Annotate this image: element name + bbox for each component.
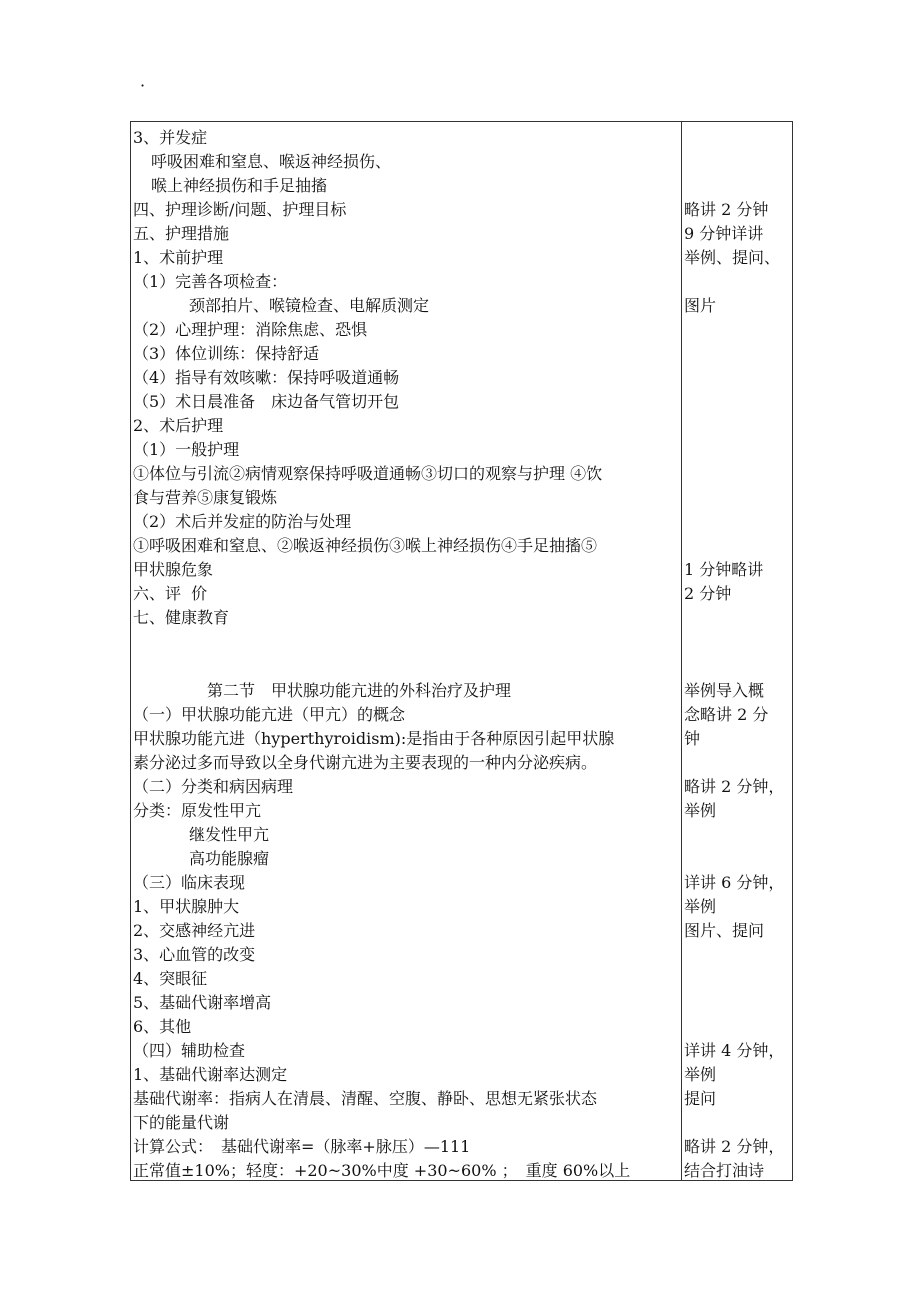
content-line: 5、基础代谢率增高 <box>133 993 272 1012</box>
content-line: （2）术后并发症的防治与处理 <box>133 512 352 531</box>
content-line: 七、健康教育 <box>133 608 230 627</box>
column-divider <box>681 122 682 1180</box>
note-line: 详讲 4 分钟， <box>684 1041 785 1060</box>
content-line: 3、心血管的改变 <box>133 945 256 964</box>
note-line: 图片、提问 <box>684 921 765 940</box>
note-line: 9 分钟详讲 <box>684 224 764 243</box>
content-line: 高功能腺瘤 <box>189 849 270 868</box>
note-line: 略讲 2 分钟 <box>684 200 769 219</box>
content-line: 五、护理措施 <box>133 224 230 243</box>
note-line: 举例 <box>684 801 717 820</box>
content-line: 1、甲状腺肿大 <box>133 897 240 916</box>
content-line: （5）术日晨准备 床边备气管切开包 <box>133 392 400 411</box>
content-line: 3、并发症 <box>133 128 208 147</box>
content-line: 颈部拍片、喉镜检查、电解质测定 <box>189 296 430 315</box>
content-line: 4、突眼征 <box>133 969 208 988</box>
content-line: 6、其他 <box>133 1017 192 1036</box>
content-line: 食与营养⑤康复锻炼 <box>133 488 278 507</box>
content-line: （1）完善各项检查： <box>133 272 288 291</box>
note-line: 2 分钟 <box>684 584 732 603</box>
content-line: （二）分类和病因病理 <box>133 777 294 796</box>
content-line: 素分泌过多而导致以全身代谢亢进为主要表现的一种内分泌疾病。 <box>133 753 598 772</box>
content-line: ①呼吸困难和窒息、②喉返神经损伤③喉上神经损伤④手足抽搐⑤ <box>133 536 598 555</box>
content-line: 分类：原发性甲亢 <box>133 801 262 820</box>
note-line: 举例 <box>684 1065 717 1084</box>
content-line: 甲状腺危象 <box>133 560 214 579</box>
note-line: 详讲 6 分钟， <box>684 873 785 892</box>
content-line: 甲状腺功能亢进（hyperthyroidism):是指由于各种原因引起甲状腺 <box>133 729 615 748</box>
note-line: 结合打油诗 <box>684 1161 765 1180</box>
content-line: （1）一般护理 <box>133 440 240 459</box>
content-line: （2）心理护理：消除焦虑、恐惧 <box>133 320 368 339</box>
content-line: 下的能量代谢 <box>133 1113 230 1132</box>
content-line: 计算公式： 基础代谢率=（脉率+脉压）—111 <box>133 1137 471 1156</box>
content-line: （4）指导有效咳嗽：保持呼吸道通畅 <box>133 368 400 387</box>
lesson-plan-table <box>130 121 793 1181</box>
note-line: 略讲 2 分钟， <box>684 1137 785 1156</box>
note-line: 略讲 2 分钟， <box>684 777 785 796</box>
content-line: 1、术前护理 <box>133 248 224 267</box>
content-line: （一）甲状腺功能亢进（甲亢）的概念 <box>133 705 406 724</box>
content-line: 2、交感神经亢进 <box>133 921 256 940</box>
content-line: 2、术后护理 <box>133 416 224 435</box>
content-line: 第二节 甲状腺功能亢进的外科治疗及护理 <box>207 681 512 700</box>
content-line: 正常值±10%；轻度：+20~30%中度 +30~60% ； 重度 60%以上 <box>133 1161 631 1180</box>
note-line: 提问 <box>684 1089 717 1108</box>
content-line: 1、基础代谢率达测定 <box>133 1065 288 1084</box>
content-line: 基础代谢率：指病人在清晨、清醒、空腹、静卧、思想无紧张状态 <box>133 1089 598 1108</box>
note-line: 举例导入概 <box>684 681 765 700</box>
content-line: （3）体位训练：保持舒适 <box>133 344 320 363</box>
content-line: ①体位与引流②病情观察保持呼吸道通畅③切口的观察与护理 ④饮 <box>133 464 603 483</box>
content-line: 继发性甲亢 <box>189 825 270 844</box>
content-line: （三）临床表现 <box>133 873 246 892</box>
note-line: 图片 <box>684 296 717 315</box>
content-line: （四）辅助检查 <box>133 1041 246 1060</box>
content-line: 喉上神经损伤和手足抽搐 <box>151 176 328 195</box>
content-line: 呼吸困难和窒息、喉返神经损伤、 <box>151 152 392 171</box>
content-line: 四、护理诊断/问题、护理目标 <box>133 200 347 219</box>
note-line: 念略讲 2 分 <box>684 705 769 724</box>
note-line: 钟 <box>684 729 701 748</box>
note-line: 举例 <box>684 897 717 916</box>
page-mark: · <box>140 76 146 95</box>
content-line: 六、评 价 <box>133 584 208 603</box>
note-line: 1 分钟略讲 <box>684 560 764 579</box>
note-line: 举例、提问、 <box>684 248 781 267</box>
